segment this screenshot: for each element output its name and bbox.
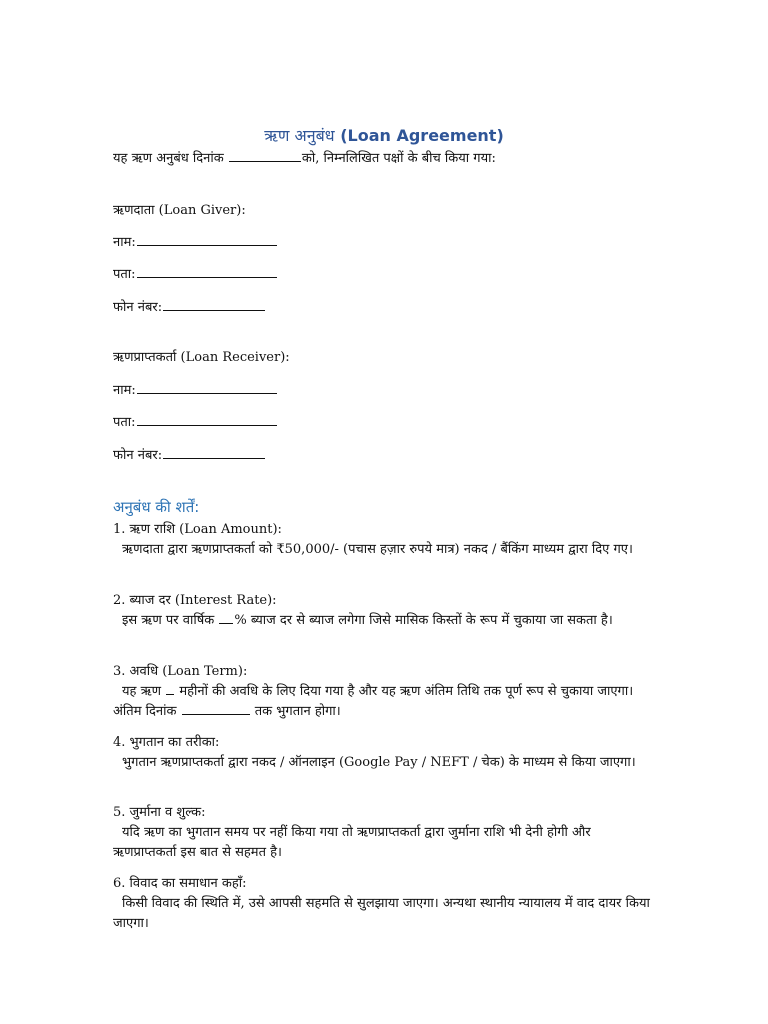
lender-name-blank[interactable] (137, 234, 277, 246)
clause-body (113, 611, 658, 631)
clause-title: 6. विवाद का समाधान कहाँ: (113, 876, 247, 891)
borrower-address-row (113, 414, 278, 432)
clause-5 (113, 803, 658, 863)
borrower-name-row (113, 382, 278, 400)
clause-body-text: भुगतान ऋणप्राप्तकर्ता द्वारा नकद / ऑनलाइन (Google Pay / NEFT / चेक) के माध्यम से किया जाएगा। (122, 755, 636, 770)
clause-title: 4. भुगतान का तरीका: (113, 735, 220, 750)
lender-mobile-label: फोन नंबर: (113, 300, 163, 315)
intro-text-after: को, निम्नलिखित पक्षों के बीच किया गया: (301, 151, 496, 166)
clause-body-text: % ब्याज दर से ब्याज लगेगा जिसे मासिक किस्तों के रूप में चुकाया जा सकता है। (234, 613, 613, 628)
clause-body-text: महीनों की अवधि के लिए दिया गया है और यह ऋण अंतिम तिथि तक पूर्ण रूप से चुकाया जाएगा। अंतिम दिनांक (113, 684, 634, 719)
clause-body (113, 753, 658, 773)
lender-address-blank[interactable] (137, 266, 277, 278)
document-title (0, 124, 768, 146)
clause-body-text: किसी विवाद की स्थिति में, उसे आपसी सहमति से सुलझाया जाएगा। अन्यथा स्थानीय न्यायालय में वाद दायर किया जाएगा। (113, 896, 650, 931)
lender-name-label: नाम: (113, 235, 136, 250)
clause-title: 3. अवधि (Loan Term): (113, 664, 248, 679)
intro-line (113, 150, 496, 168)
clause-body (113, 894, 658, 934)
clause-title: 2. ब्याज दर (Interest Rate): (113, 593, 277, 608)
clause-6 (113, 874, 658, 934)
interest-rate-blank[interactable] (219, 612, 233, 624)
borrower-address-label: पता: (113, 415, 136, 430)
borrower-name-label: नाम: (113, 383, 136, 398)
borrower-name-blank[interactable] (137, 382, 277, 394)
borrower-mobile-row (113, 447, 266, 465)
clause-1 (113, 520, 658, 560)
lender-address-row (113, 266, 278, 284)
clause-body (113, 682, 658, 722)
borrower-mobile-label: फोन नंबर: (113, 448, 163, 463)
clause-body-text: ऋणदाता द्वारा ऋणप्राप्तकर्ता को ₹50,000/- (पचास हज़ार रुपये मात्र) नकद / बैंकिंग माध्यम द्वारा दिए गए। (122, 542, 633, 557)
clause-body-text: इस ऋण पर वार्षिक (122, 613, 215, 628)
clause-title: 5. जुर्माना व शुल्क: (113, 805, 206, 820)
terms-heading: अनुबंध की शर्तें: (113, 498, 200, 516)
clause-4 (113, 733, 658, 773)
clause-3 (113, 662, 658, 722)
end-date-blank[interactable] (182, 703, 250, 715)
intro-text-before: यह ऋण अनुबंध दिनांक (113, 151, 224, 166)
term-months-blank[interactable] (166, 683, 174, 695)
clause-2 (113, 591, 658, 631)
lender-mobile-blank[interactable] (163, 299, 265, 311)
title-english: (Loan Agreement) (340, 126, 504, 145)
clause-body-text: यदि ऋण का भुगतान समय पर नहीं किया गया तो ऋणप्राप्तकर्ता द्वारा जुर्माना राशि भी देनी होगी और ऋणप्राप्तकर्ता इस बात से सहमत है। (113, 825, 591, 860)
borrower-mobile-blank[interactable] (163, 447, 265, 459)
lender-heading: ऋणदाता (Loan Giver): (113, 203, 246, 218)
clause-body-text: तक भुगतान होगा। (254, 704, 341, 719)
borrower-address-blank[interactable] (137, 414, 277, 426)
clause-body (113, 823, 658, 863)
clause-body-text: यह ऋण (122, 684, 162, 699)
clause-title: 1. ऋण राशि (Loan Amount): (113, 522, 282, 537)
borrower-heading: ऋणप्राप्तकर्ता (Loan Receiver): (113, 350, 290, 365)
date-blank[interactable] (229, 150, 301, 162)
lender-address-label: पता: (113, 267, 136, 282)
lender-mobile-row (113, 299, 266, 317)
clause-body (113, 540, 658, 560)
lender-name-row (113, 234, 278, 252)
title-hindi: ऋण अनुबंध (264, 126, 335, 145)
